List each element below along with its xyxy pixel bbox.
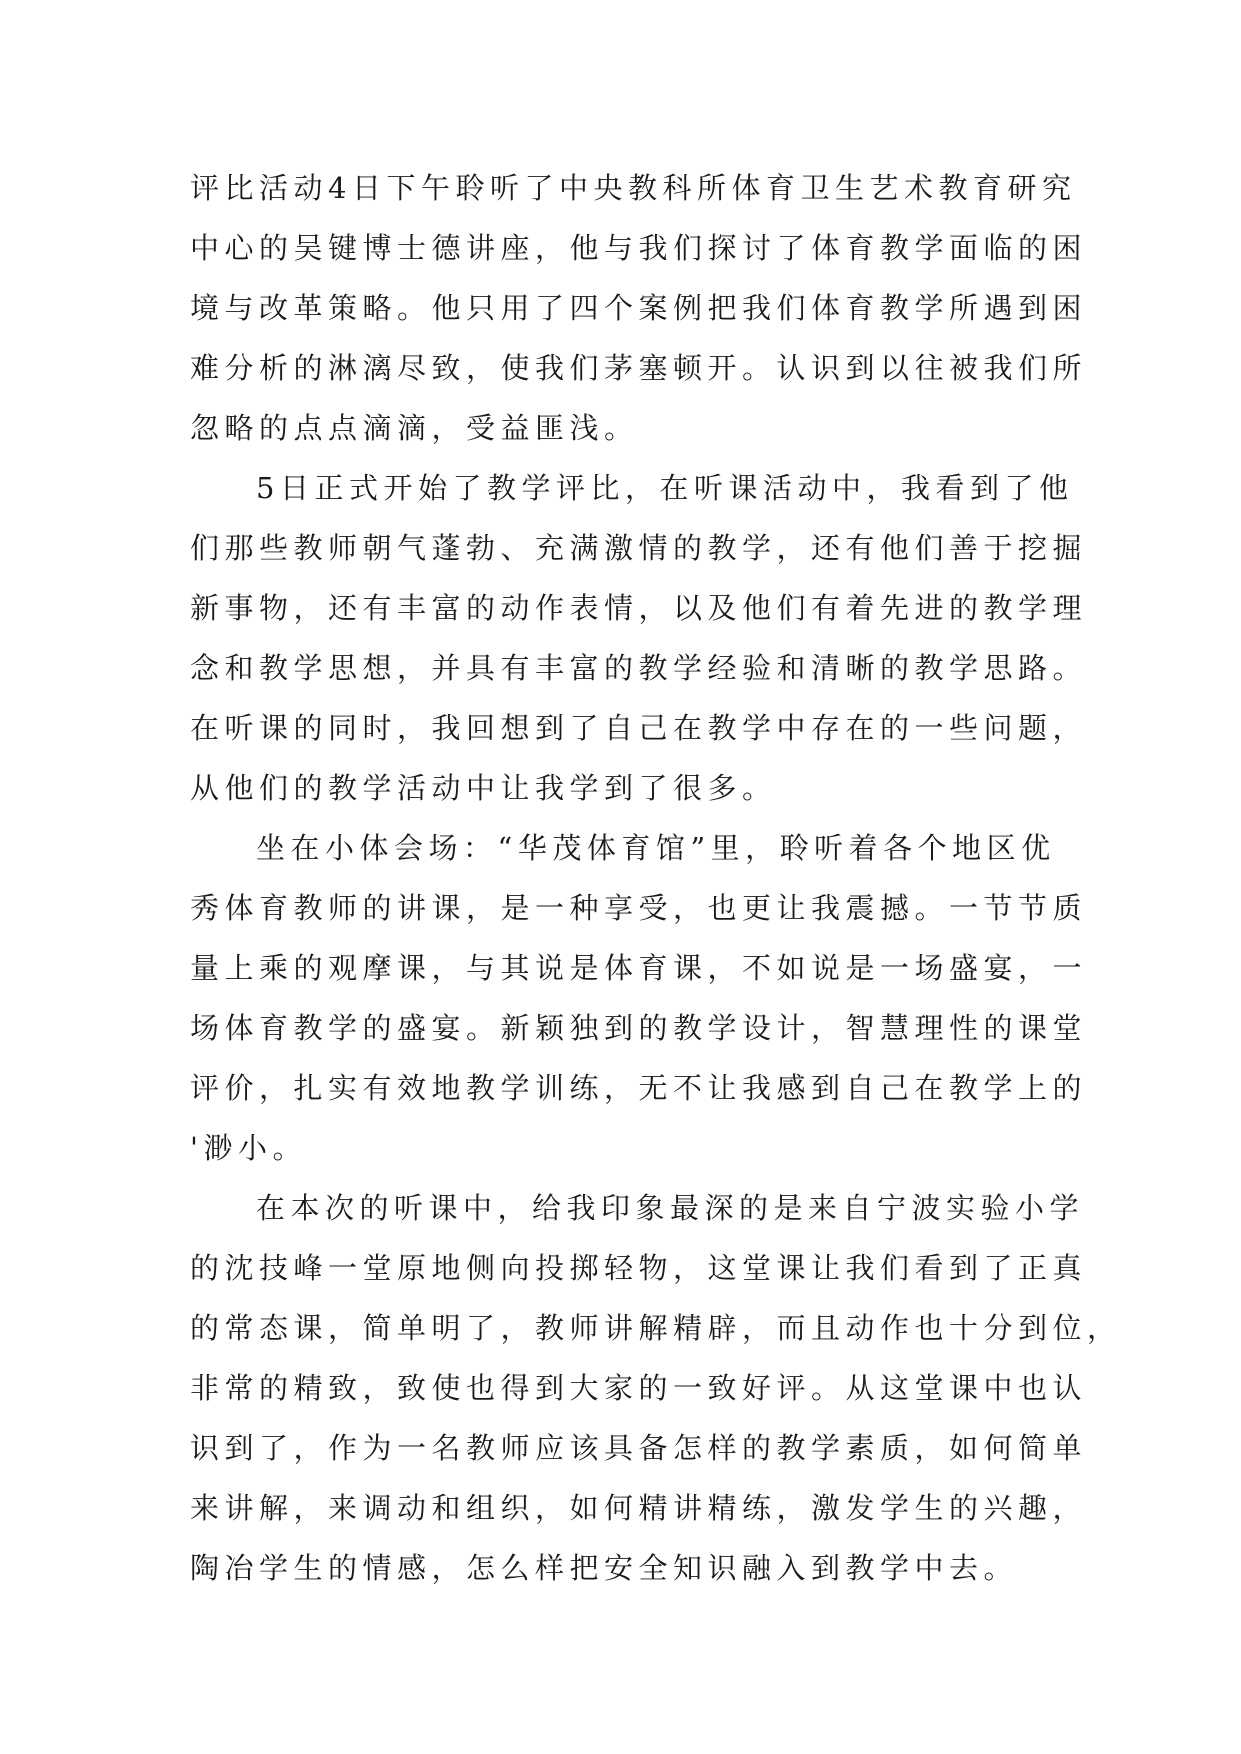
text-line: 念和教学思想，并具有丰富的教学经验和清晰的教学思路。	[190, 651, 1088, 685]
text-line: 境与改革策略。他只用了四个案例把我们体育教学所遇到困	[190, 291, 1088, 325]
text-line: 中心的吴键博士德讲座，他与我们探讨了体育教学面临的困	[190, 231, 1088, 265]
text-line: 从他们的教学活动中让我学到了很多。	[190, 771, 777, 805]
paragraph-2	[190, 458, 1088, 818]
text-line: 识到了，作为一名教师应该具备怎样的教学素质，如何简单	[190, 1431, 1088, 1465]
document-body	[190, 158, 1122, 1598]
text-line: 忽略的点点滴滴，受益匪浅。	[190, 411, 639, 445]
text-line: 评价，扎实有效地教学训练，无不让我感到自己在教学上的	[190, 1071, 1088, 1105]
text-line: 坐在小体会场：“华茂体育馆”里，聆听着各个地区优	[256, 831, 1056, 865]
text-line: 5日正式开始了教学评比，在听课活动中，我看到了他	[256, 471, 1074, 505]
text-line: 陶冶学生的情感，怎么样把安全知识融入到教学中去。	[190, 1551, 1019, 1585]
text-line: 在本次的听课中，给我印象最深的是来自宁波实验小学	[256, 1191, 1085, 1225]
paragraph-4	[190, 1178, 1122, 1598]
text-line: 在听课的同时，我回想到了自己在教学中存在的一些问题，	[190, 711, 1088, 745]
text-line: 们那些教师朝气蓬勃、充满激情的教学，还有他们善于挖掘	[190, 531, 1088, 565]
text-line: 秀体育教师的讲课，是一种享受，也更让我震撼。一节节质	[190, 891, 1088, 925]
text-line: 评比活动4日下午聆听了中央教科所体育卫生艺术教育研究	[190, 171, 1077, 205]
text-line: 的常态课，简单明了，教师讲解精辟，而且动作也十分到位，	[190, 1311, 1122, 1345]
text-line: 来讲解，来调动和组织，如何精讲精练，激发学生的兴趣，	[190, 1491, 1088, 1525]
paragraph-1	[190, 158, 1088, 458]
text-line: '渺小。	[190, 1131, 307, 1165]
text-line: 新事物，还有丰富的动作表情，以及他们有着先进的教学理	[190, 591, 1088, 625]
text-line: 的沈技峰一堂原地侧向投掷轻物，这堂课让我们看到了正真	[190, 1251, 1088, 1285]
paragraph-3	[190, 818, 1088, 1178]
text-line: 非常的精致，致使也得到大家的一致好评。从这堂课中也认	[190, 1371, 1088, 1405]
text-line: 量上乘的观摩课，与其说是体育课，不如说是一场盛宴，一	[190, 951, 1088, 985]
text-line: 难分析的淋漓尽致，使我们茅塞顿开。认识到以往被我们所	[190, 351, 1088, 385]
text-line: 场体育教学的盛宴。新颖独到的教学设计，智慧理性的课堂	[190, 1011, 1088, 1045]
